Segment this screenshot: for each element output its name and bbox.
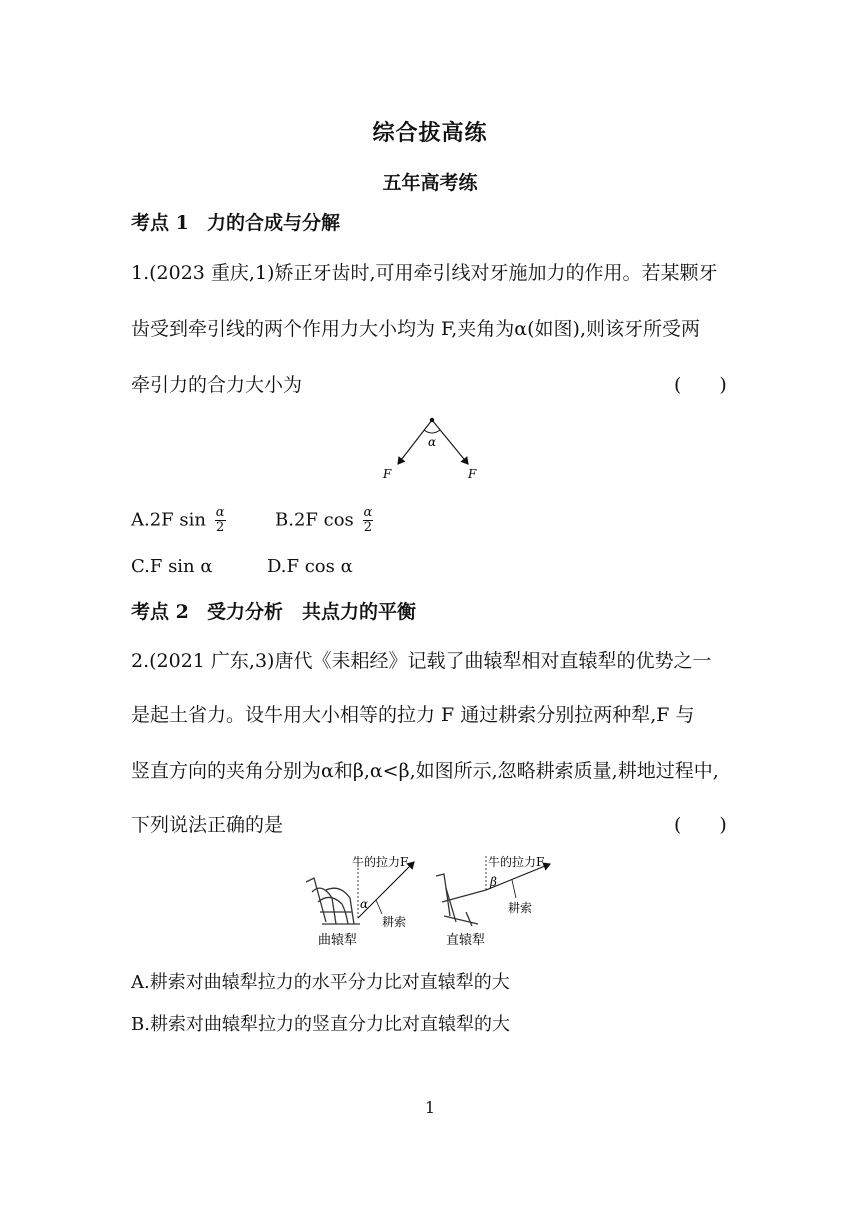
q1-line-3: 牵引力的合力大小为 [131,374,303,396]
straight-caption: 直辕犁 [446,933,486,948]
angle-arc [424,430,440,433]
curved-force-label: 牛的拉力F [352,855,409,869]
curved-plough-icon [306,878,360,924]
section-1-name: 力的合成与分解 [207,212,341,234]
left-force-label: F [383,467,392,481]
q1-option-d: D.F cos α [267,556,353,577]
q1-option-b-fraction: $\frac{\alpha}{2}$ [363,505,373,535]
straight-rope-label: 耕索 [508,901,533,915]
angle-label: α [428,435,437,449]
q1-option-a-text: A.2F sin [131,509,206,531]
q2-answer-bracket: ( ) [674,814,727,836]
straight-rope-pointer [512,880,516,898]
q1-line-2: 齿受到牵引线的两个作用力大小均为 F,夹角为α(如图),则该牙所受两 [131,318,700,340]
curved-rope-label: 耕索 [382,915,407,929]
q1-option-b [275,506,373,535]
section-2-name: 受力分析 共点力的平衡 [207,601,417,623]
right-force-label: F [468,467,477,481]
curved-caption: 曲辕犁 [318,933,358,948]
q2-line-1: 2.(2021 广东,3)唐代《耒耜经》记载了曲辕犁相对直辕犁的优势之一 [131,650,712,672]
page-title: 综合拔高练 [372,120,488,146]
q2-line-3: 竖直方向的夹角分别为α和β,α<β,如图所示,忽略耕索质量,耕地过程中, [131,760,719,782]
q2-line-4: 下列说法正确的是 [131,814,284,836]
curved-angle-label: α [360,897,369,911]
section-1-label: 考点 1 [131,212,189,234]
q1-option-a-fraction: $\frac{\alpha}{2}$ [215,505,225,535]
page-number: 1 [424,1098,436,1117]
straight-angle-label: β [490,875,497,889]
straight-plough-icon [436,874,486,926]
q1-force-diagram [370,408,500,488]
right-force-arrow [432,420,468,464]
left-force-arrow [398,420,432,464]
q2-option-b: B.耕索对曲辕犁拉力的竖直分力比对直辕犁的大 [131,1014,510,1035]
q2-line-2: 是起土省力。设牛用大小相等的拉力 F 通过耕索分别拉两种犁,F 与 [131,704,695,726]
q1-option-b-text: B.2F cos [275,509,354,531]
page-subtitle: 五年高考练 [382,172,478,194]
straight-force-label: 牛的拉力F [488,855,545,869]
section-2-label: 考点 2 [131,601,189,623]
q1-answer-bracket: ( ) [674,374,727,396]
q1-option-c: C.F sin α [131,556,213,577]
curved-rope-pointer [376,900,382,914]
q2-plough-diagram [296,852,566,952]
q2-option-a: A.耕索对曲辕犁拉力的水平分力比对直辕犁的大 [131,972,510,993]
q1-line-1: 1.(2023 重庆,1)矫正牙齿时,可用牵引线对牙施加力的作用。若某颗牙 [131,262,718,284]
q1-option-a [131,506,226,535]
